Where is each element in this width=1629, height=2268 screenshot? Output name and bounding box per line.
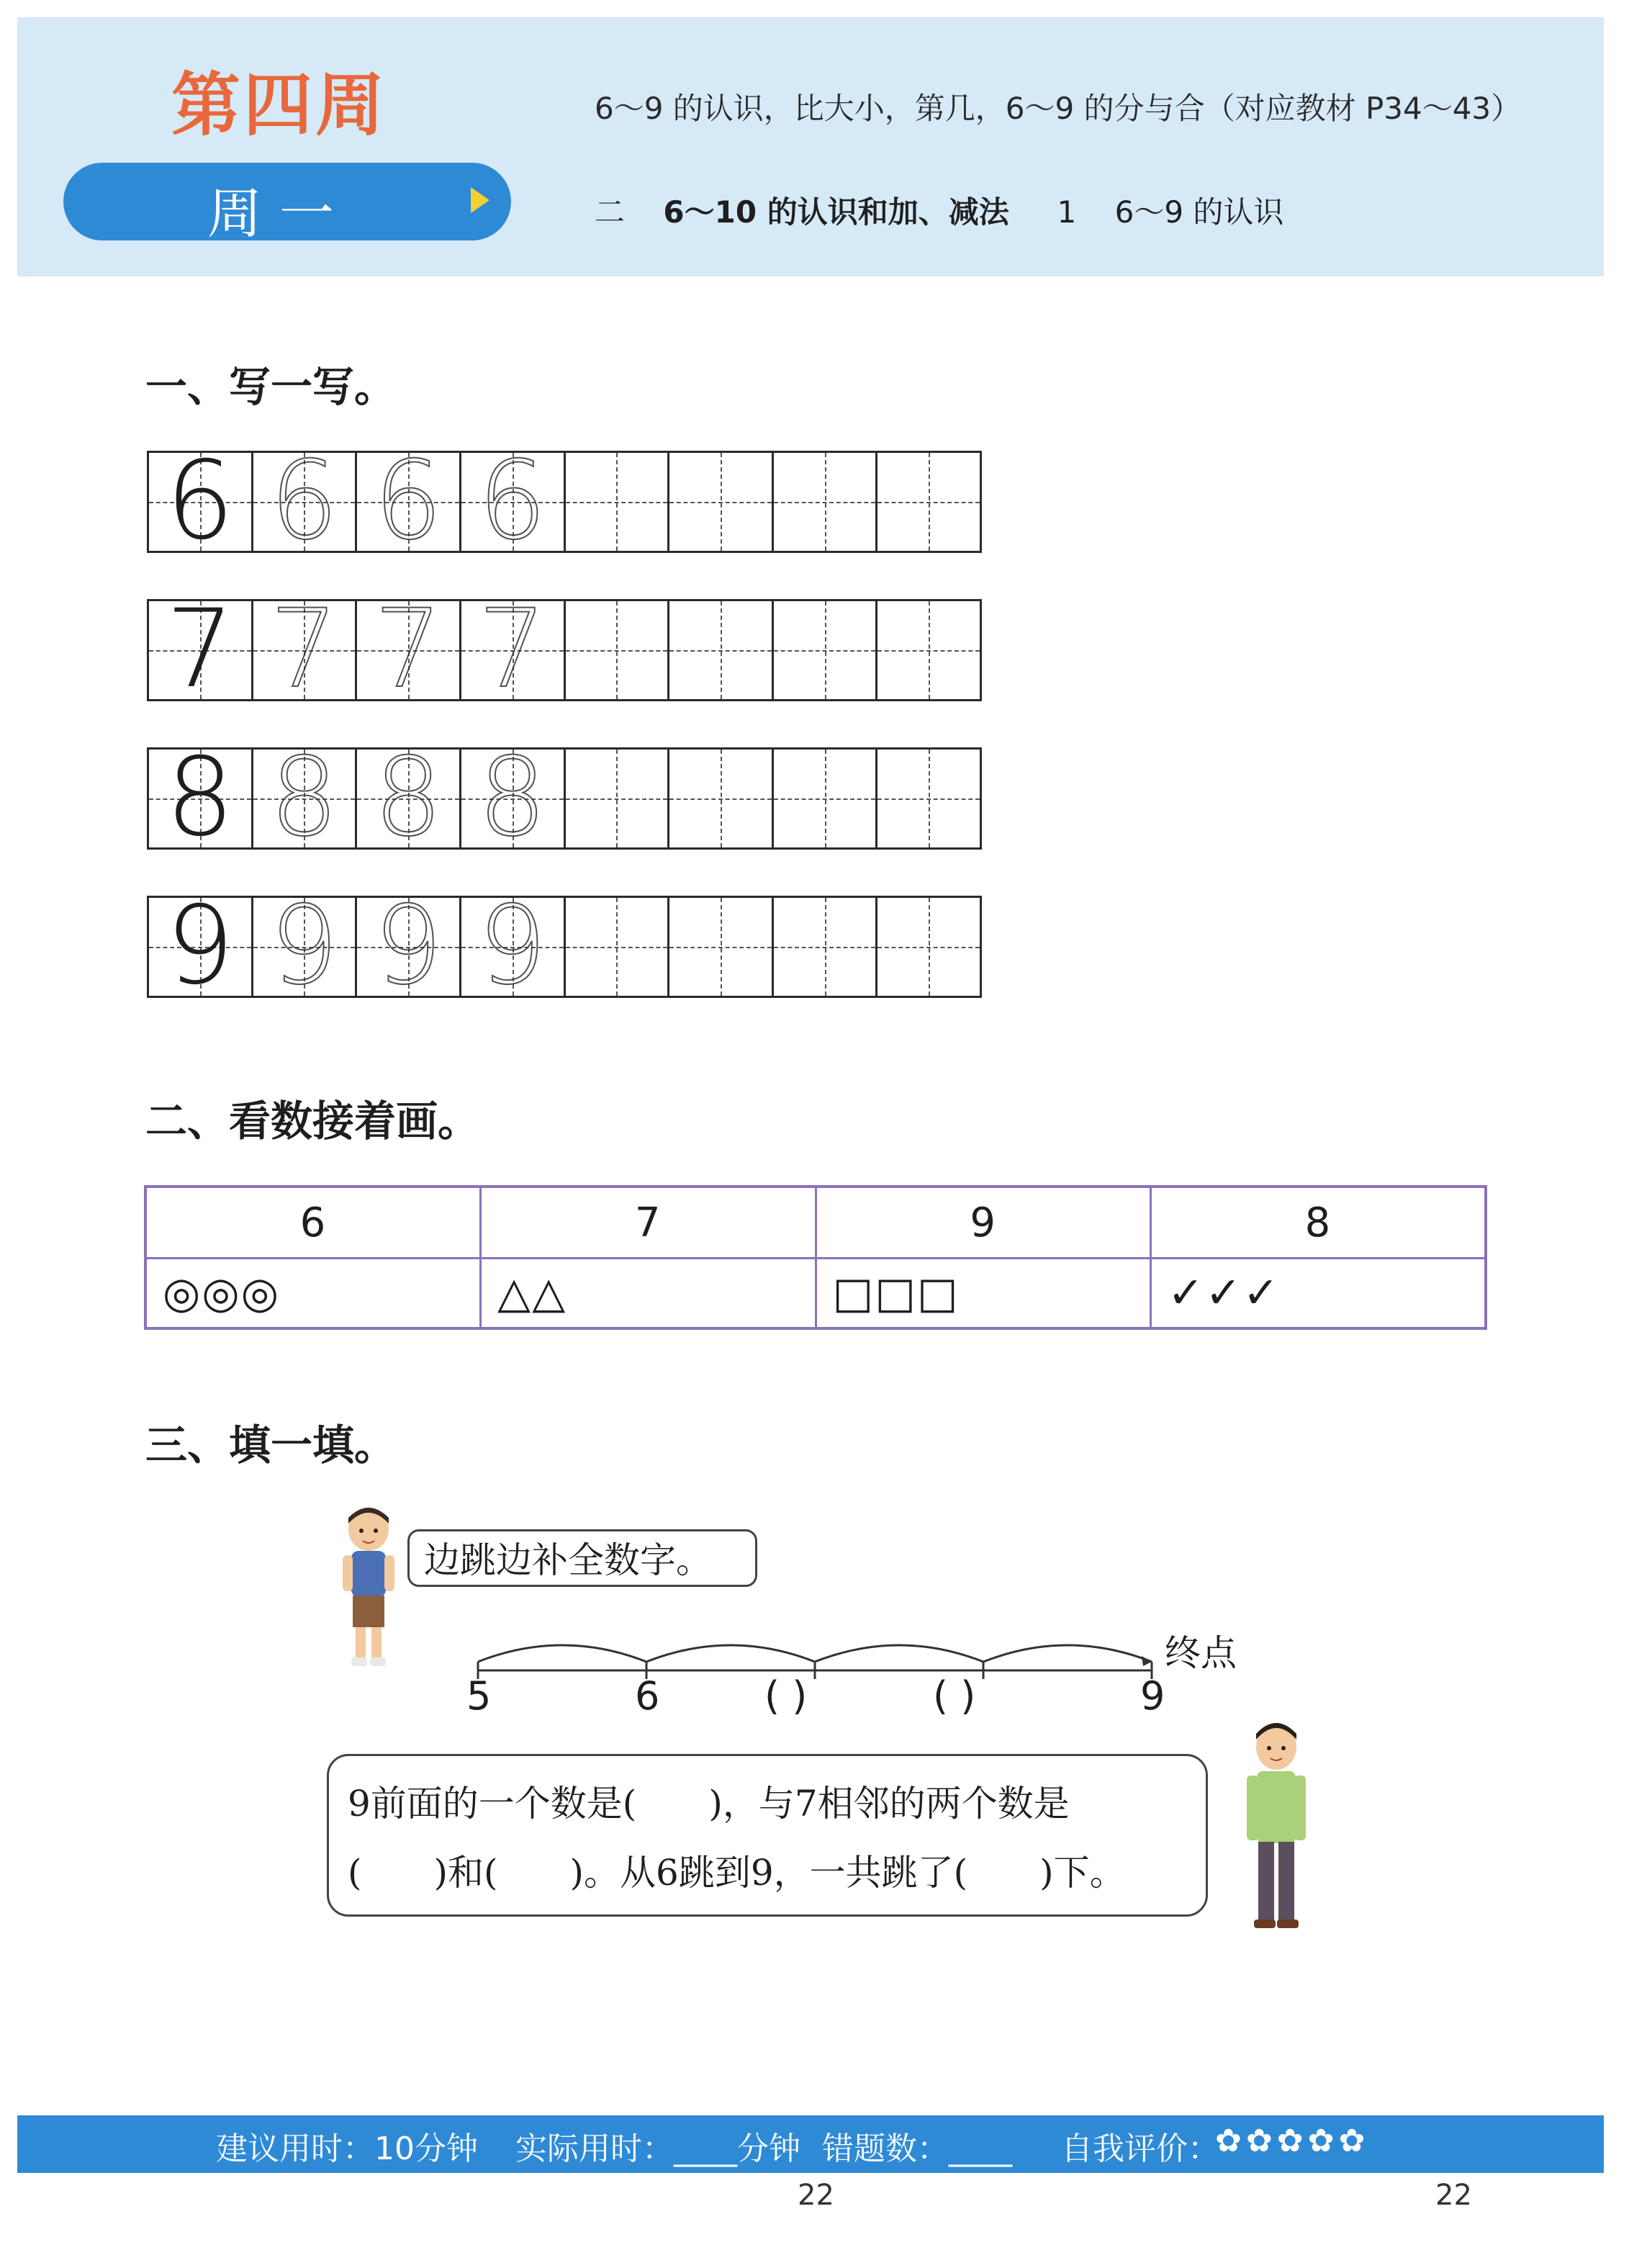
writing-cell bbox=[253, 735, 358, 860]
numline-tick-label: 9 bbox=[1140, 1673, 1165, 1719]
writing-cell bbox=[253, 438, 358, 564]
writing-cell[interactable] bbox=[566, 453, 670, 551]
table-shape-cell[interactable]: ✓✓✓ bbox=[1151, 1259, 1486, 1329]
trace-digit: 8 bbox=[269, 735, 339, 860]
footer-band bbox=[17, 2115, 1604, 2173]
number-line bbox=[468, 1620, 1188, 1685]
page-number-right: 22 bbox=[1435, 2179, 1472, 2212]
writing-cell[interactable] bbox=[877, 750, 980, 847]
week-subtitle: 6～9 的认识，比大小，第几，6～9 的分与合（对应教材 P34～43） bbox=[595, 91, 1522, 126]
numline-tick-label: 5 bbox=[466, 1673, 492, 1719]
trace-digit: 7 bbox=[477, 587, 547, 712]
writing-cell[interactable] bbox=[877, 898, 980, 996]
numline-blank[interactable]: ( ) bbox=[764, 1673, 808, 1719]
unit-title: 6～10 的认识和加、减法 bbox=[663, 194, 1009, 230]
writing-cell[interactable] bbox=[774, 601, 878, 699]
error-count[interactable]: 错题数：____ bbox=[822, 2130, 1012, 2167]
table-row bbox=[145, 1187, 1486, 1259]
trace-digit: 8 bbox=[477, 735, 547, 860]
writing-grid-row bbox=[147, 587, 982, 712]
table-number-cell: 8 bbox=[1151, 1187, 1486, 1259]
trace-digit: 6 bbox=[269, 438, 339, 564]
speech-bubble-question bbox=[327, 1754, 1208, 1917]
triangle-right-icon bbox=[471, 187, 489, 213]
table-row bbox=[145, 1259, 1486, 1329]
trace-digit: 9 bbox=[374, 883, 443, 1009]
question-line: ( )和( )。从6跳到9，一共跳了( )下。 bbox=[348, 1852, 1126, 1894]
numline-blank[interactable]: ( ) bbox=[933, 1673, 976, 1719]
writing-cell bbox=[253, 883, 358, 1009]
writing-cell[interactable] bbox=[566, 898, 670, 996]
writing-grid-row bbox=[147, 883, 982, 1009]
actual-time[interactable]: 实际用时：____分钟 bbox=[515, 2130, 800, 2167]
writing-cell[interactable] bbox=[566, 750, 670, 847]
writing-grid-row bbox=[147, 735, 982, 860]
writing-cell[interactable] bbox=[877, 453, 980, 551]
writing-cell bbox=[149, 438, 253, 564]
table-shape-cell[interactable]: △△ bbox=[481, 1259, 816, 1329]
writing-cell[interactable] bbox=[669, 601, 774, 699]
model-digit: 9 bbox=[166, 883, 235, 1009]
section1-title: 一、写一写。 bbox=[145, 362, 397, 411]
trace-digit: 6 bbox=[374, 438, 443, 564]
unit-number: 二 bbox=[595, 194, 626, 230]
trace-digit: 9 bbox=[477, 883, 547, 1009]
section3-title: 三、填一填。 bbox=[145, 1421, 397, 1470]
speech-bubble-top: 边跳边补全数字。 bbox=[407, 1529, 757, 1587]
writing-cell[interactable] bbox=[877, 601, 980, 699]
flower-rating-icon[interactable]: ✿✿✿✿✿ bbox=[1215, 2123, 1370, 2159]
table-shape-cell[interactable]: ◎◎◎ bbox=[145, 1259, 481, 1329]
numline-tick-label: 6 bbox=[635, 1673, 660, 1719]
writing-cell bbox=[253, 587, 358, 712]
writing-cell bbox=[149, 883, 253, 1009]
writing-cell bbox=[149, 735, 253, 860]
table-number-cell: 7 bbox=[481, 1187, 816, 1259]
trace-digit: 7 bbox=[269, 587, 339, 712]
writing-cell bbox=[461, 438, 566, 564]
question-line: 9前面的一个数是( )，与7相邻的两个数是 bbox=[348, 1783, 1070, 1824]
writing-grid-row bbox=[147, 438, 982, 564]
boy-illustration bbox=[333, 1502, 405, 1682]
day-pill bbox=[63, 163, 511, 246]
suggested-time: 建议用时：10分钟 bbox=[216, 2130, 478, 2167]
self-eval-label: 自我评价： bbox=[1061, 2130, 1219, 2167]
writing-cell[interactable] bbox=[774, 750, 878, 847]
table-number-cell: 6 bbox=[145, 1187, 481, 1259]
writing-cell bbox=[357, 883, 461, 1009]
endpoint-label: 终点 bbox=[1165, 1632, 1237, 1674]
writing-cell bbox=[461, 883, 566, 1009]
model-digit: 7 bbox=[166, 587, 235, 712]
teacher-illustration bbox=[1237, 1718, 1316, 1941]
model-digit: 6 bbox=[166, 438, 235, 564]
writing-cell bbox=[149, 587, 253, 712]
writing-cell bbox=[357, 438, 461, 564]
writing-cell[interactable] bbox=[566, 601, 670, 699]
trace-digit: 6 bbox=[477, 438, 547, 564]
lesson-number: 1 bbox=[1057, 194, 1077, 230]
trace-digit: 7 bbox=[374, 587, 443, 712]
writing-cell[interactable] bbox=[669, 898, 774, 996]
trace-digit: 8 bbox=[374, 735, 443, 860]
week-title: 第四周 bbox=[171, 65, 387, 145]
section2-title: 二、看数接着画。 bbox=[145, 1097, 480, 1146]
day-label: 周一 bbox=[207, 181, 351, 246]
lesson-title: 6～9 的认识 bbox=[1114, 194, 1284, 230]
trace-digit: 9 bbox=[269, 883, 339, 1009]
writing-cell bbox=[357, 587, 461, 712]
page-number-center: 22 bbox=[798, 2179, 834, 2212]
writing-cell bbox=[461, 735, 566, 860]
model-digit: 8 bbox=[166, 735, 235, 860]
writing-cell[interactable] bbox=[669, 453, 774, 551]
writing-cell bbox=[357, 735, 461, 860]
writing-cell[interactable] bbox=[774, 453, 878, 551]
unit-line bbox=[595, 189, 1283, 232]
table-number-cell: 9 bbox=[816, 1187, 1151, 1259]
writing-cell[interactable] bbox=[669, 750, 774, 847]
table-shape-cell[interactable]: □□□ bbox=[816, 1259, 1151, 1329]
writing-cell[interactable] bbox=[774, 898, 878, 996]
writing-cell bbox=[461, 587, 566, 712]
draw-table bbox=[144, 1185, 1487, 1330]
